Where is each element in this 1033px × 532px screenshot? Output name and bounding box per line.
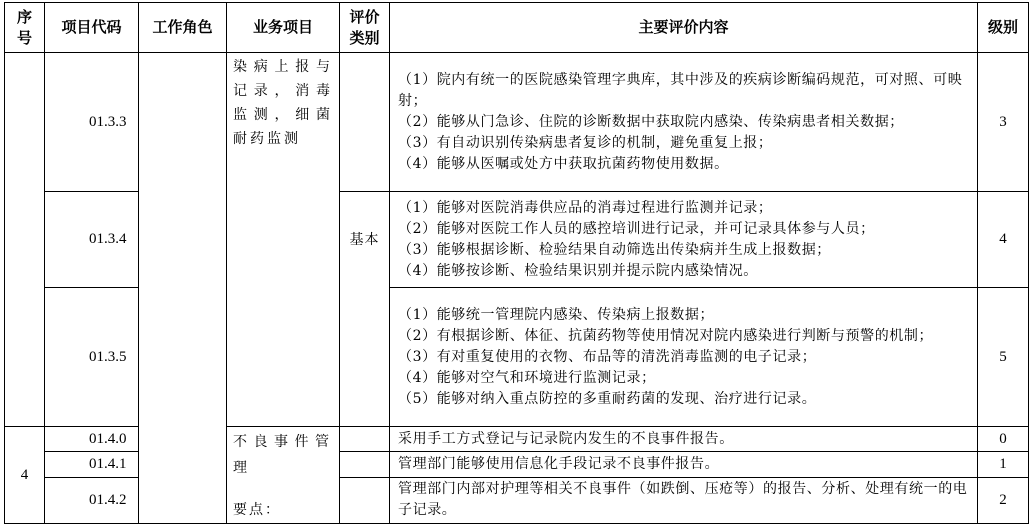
content-line: （4）能够对空气和环境进行监测记录；: [398, 369, 656, 386]
content-line: （3）有自动识别传染病患者复诊的机制，避免重复上报；: [398, 134, 773, 151]
level-cell: 0: [978, 427, 1029, 452]
code-cell: 01.4.2: [45, 477, 139, 524]
content-cell: [390, 452, 978, 477]
header-level: 级别: [978, 3, 1029, 53]
content-line: （3）有对重复使用的衣物、布品等的清洗消毒监测的电子记录；: [398, 348, 817, 365]
role-cell: [139, 53, 227, 524]
header-item: 业务项目: [227, 3, 340, 53]
header-code: 项目代码: [45, 3, 139, 53]
code-cell: 01.4.1: [45, 452, 139, 477]
category-cell-basic: 基本: [340, 192, 390, 427]
content-line: （2）能够对医院工作人员的感控培训进行记录，并可记录具体参与人员；: [398, 220, 875, 237]
content-line: 管理部门内部对护理等相关不良事件（如跌倒、压疮等）的报告、分析、处理有统一的电子记录。: [398, 481, 968, 519]
business-item-cell: [227, 427, 340, 524]
content-line: 采用手工方式登记与记录院内发生的不良事件报告。: [398, 430, 734, 447]
business-item-note: 要点：: [233, 502, 281, 518]
code-cell: 01.4.0: [45, 427, 139, 452]
code-cell: 01.3.3: [45, 53, 139, 192]
table-row: [5, 53, 1029, 192]
level-cell: 1: [978, 452, 1029, 477]
header-category: 评价类别: [340, 3, 390, 53]
business-item-label: 染病上报与记录，消毒监测，细菌耐药监测: [233, 59, 333, 147]
level-cell: 3: [978, 53, 1029, 192]
header-content: 主要评价内容: [390, 3, 978, 53]
code-cell: 01.3.5: [45, 288, 139, 427]
content-line: （1）能够统一管理院内感染、传染病上报数据；: [398, 306, 715, 323]
content-cell: [390, 53, 978, 192]
level-cell: 5: [978, 288, 1029, 427]
content-line: （1）院内有统一的医院感染管理字典库，其中涉及的疾病诊断编码规范，可对照、可映射；: [398, 71, 963, 109]
header-role: 工作角色: [139, 3, 227, 53]
content-line: （3）能够根据诊断、检验结果自动筛选出传染病并生成上报数据；: [398, 241, 831, 258]
level-cell: 4: [978, 192, 1029, 288]
category-cell: [340, 53, 390, 192]
seq-cell-empty: [5, 53, 45, 427]
content-cell: [390, 477, 978, 524]
evaluation-table: [4, 2, 1029, 524]
content-line: （4）能够从医嘱或处方中获取抗菌药物使用数据。: [398, 155, 729, 172]
level-cell: 2: [978, 477, 1029, 524]
content-cell: [390, 427, 978, 452]
seq-cell: 4: [5, 427, 45, 524]
content-cell: [390, 192, 978, 288]
header-seq: 序号: [5, 3, 45, 53]
content-line: （4）能够按诊断、检验结果识别并提示院内感染情况。: [398, 262, 758, 279]
business-item-cell: [227, 53, 340, 427]
category-cell: [340, 477, 390, 524]
code-cell: 01.3.4: [45, 192, 139, 288]
content-line: （2）能够从门急诊、住院的诊断数据中获取院内感染、传染病患者相关数据；: [398, 113, 904, 130]
category-cell: [340, 452, 390, 477]
category-cell: [340, 427, 390, 452]
business-item-label: 不良事件管理: [233, 434, 333, 476]
content-cell: [390, 288, 978, 427]
header-row: [5, 3, 1029, 53]
content-line: （5）能够对纳入重点防控的多重耐药菌的发现、治疗进行记录。: [398, 390, 817, 407]
content-line: （2）有根据诊断、体征、抗菌药物等使用情况对院内感染进行判断与预警的机制；: [398, 327, 934, 344]
content-line: （1）能够对医院消毒供应品的消毒过程进行监测并记录；: [398, 199, 773, 216]
content-line: 管理部门能够使用信息化手段记录不良事件报告。: [398, 455, 720, 472]
